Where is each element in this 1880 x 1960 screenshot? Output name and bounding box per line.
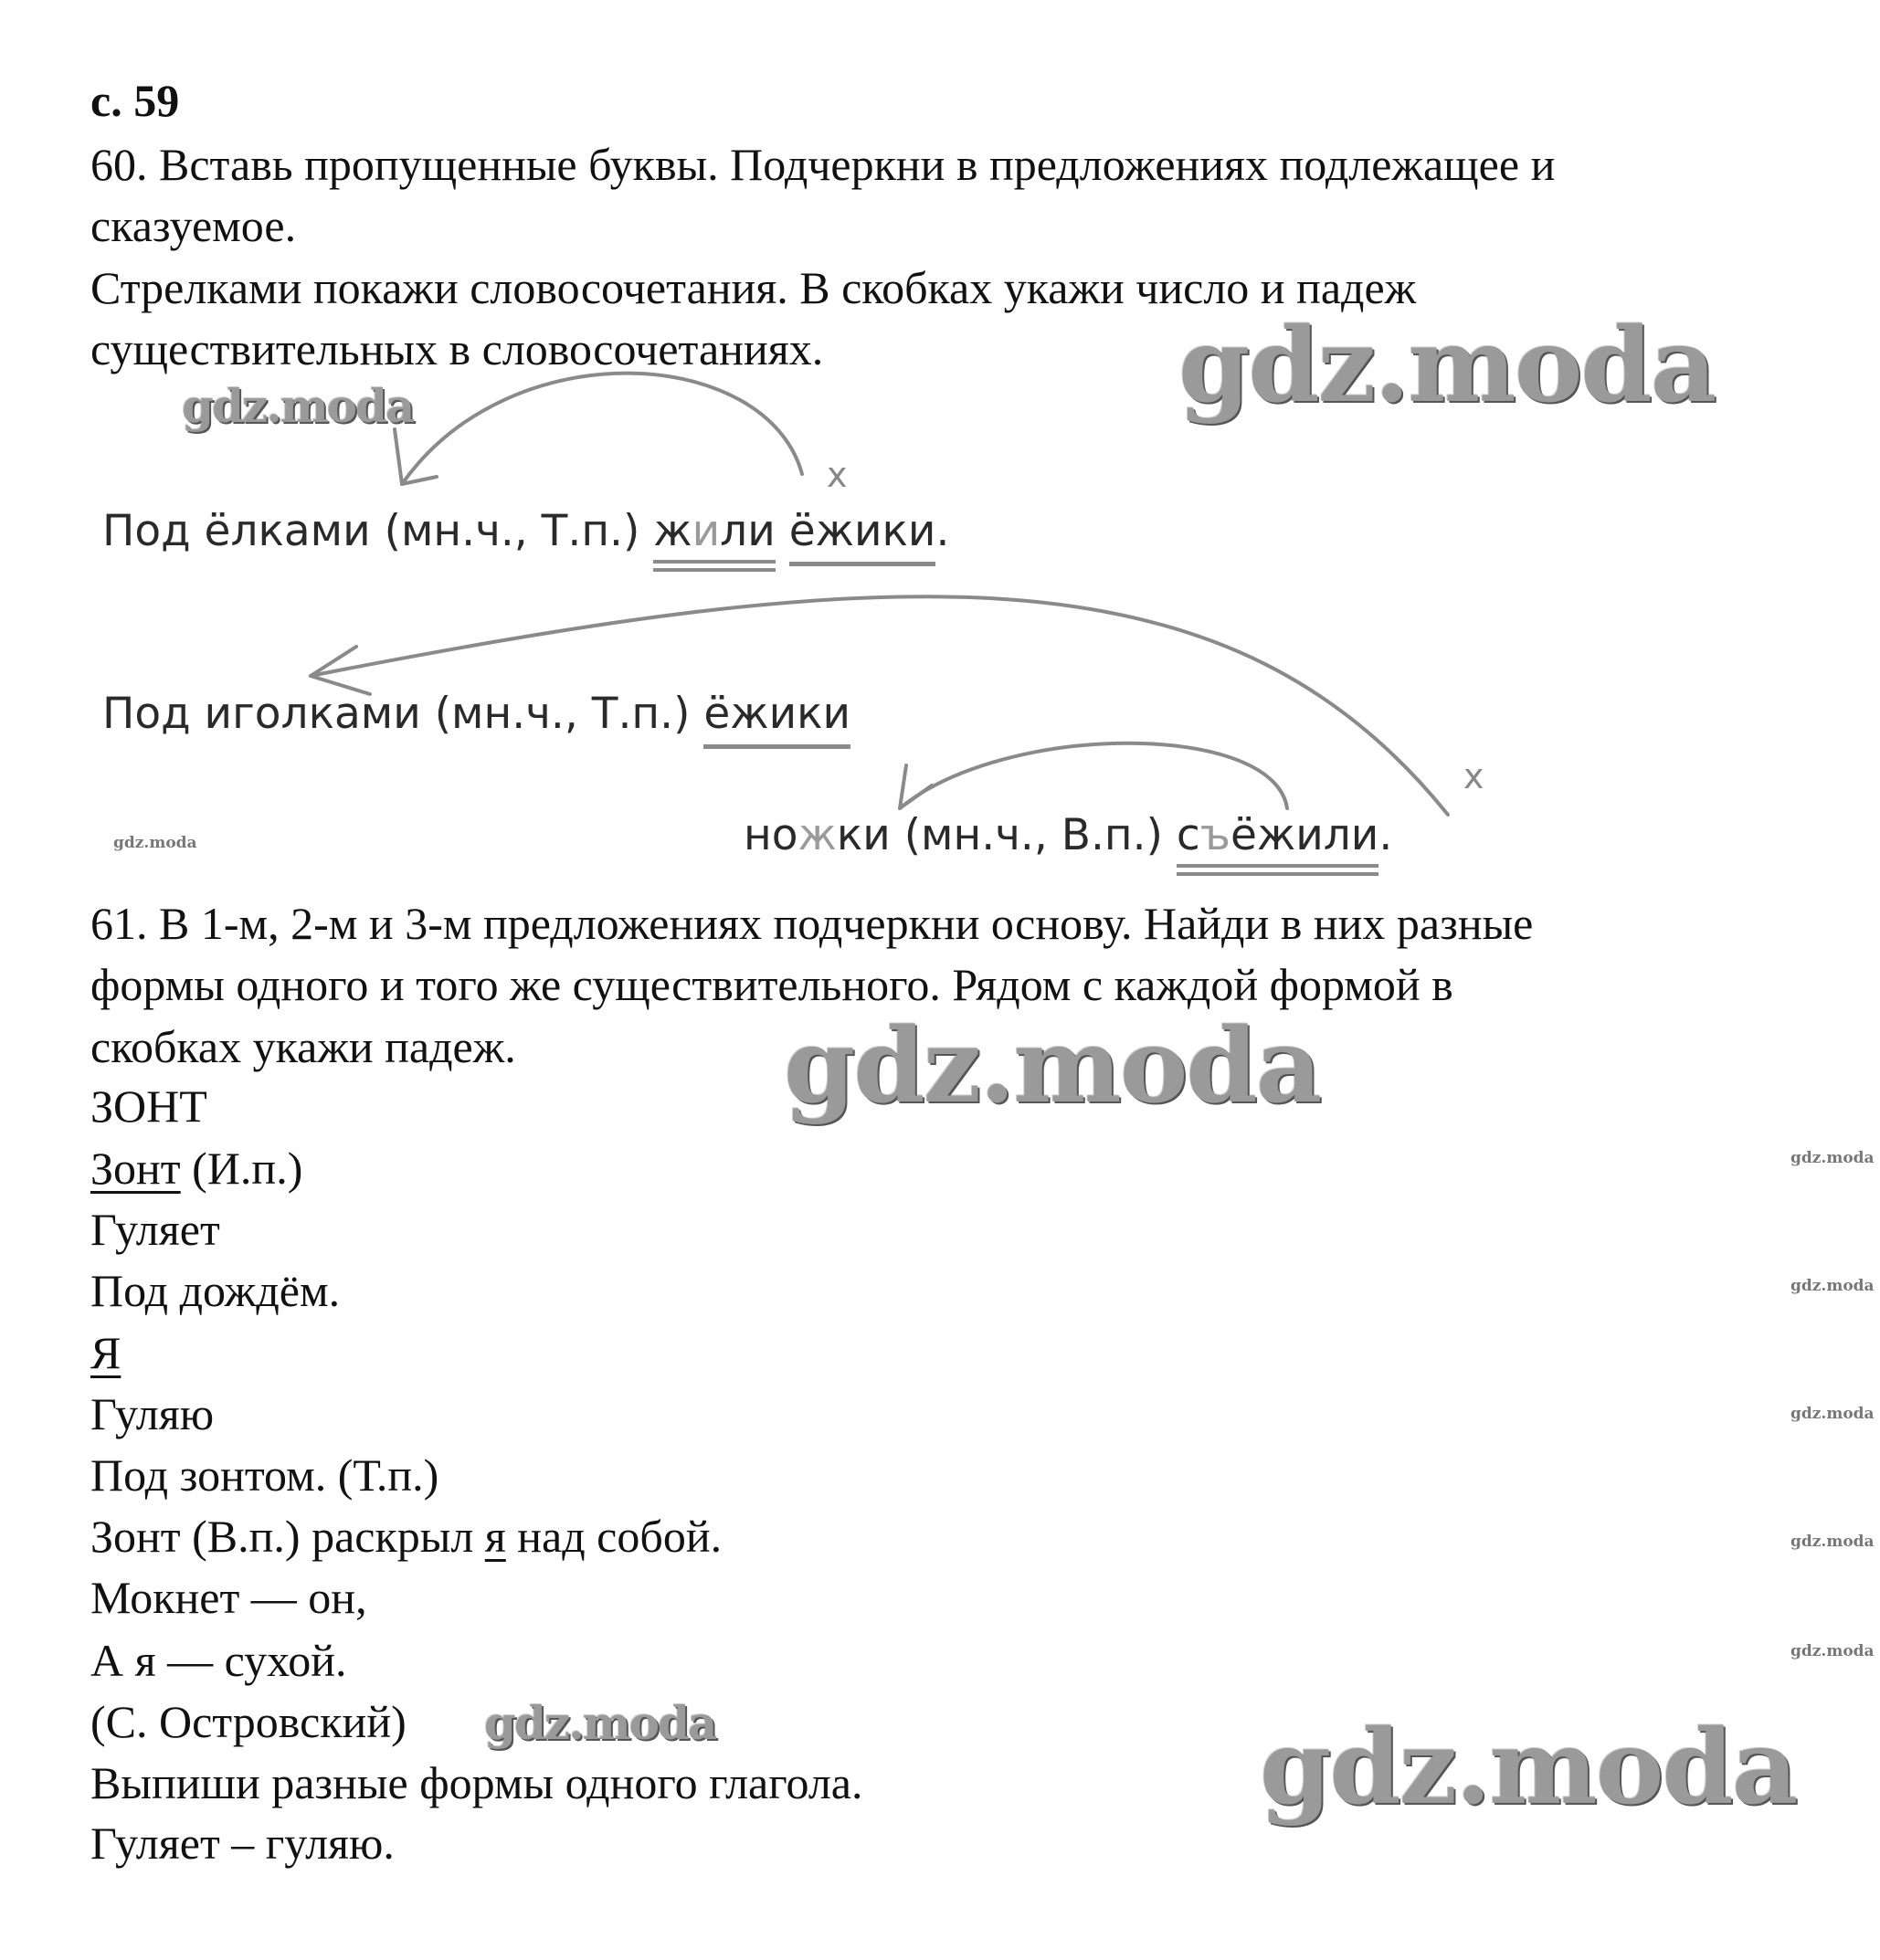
arrow-zhili-to-yolkami	[402, 374, 802, 484]
poem-line: Гуляет	[90, 1204, 220, 1255]
subject: я	[484, 1511, 506, 1562]
text: (И.п.)	[180, 1143, 303, 1194]
inserted-letter: ъ	[1199, 810, 1230, 860]
text: но	[744, 810, 798, 860]
subject: Зонт	[90, 1143, 181, 1194]
task60-line: Стрелками покажи словосочетания. В скобках укажи число и падеж	[90, 262, 1417, 313]
poem-line: А я — сухой.	[90, 1635, 347, 1686]
page-label: с. 59	[90, 75, 180, 126]
arrow-sezhili-to-nozhki	[900, 743, 1287, 808]
task60-line: существительных в словосочетаниях.	[90, 323, 824, 374]
poem-line: Мокнет — он,	[90, 1572, 367, 1623]
mark-x: x	[1463, 756, 1484, 796]
watermark-logo: gdz.moda	[1790, 1277, 1875, 1295]
poem-line: Под дождём.	[90, 1265, 341, 1316]
watermark-logo: gdz.moda	[1790, 1642, 1875, 1660]
text: Зонт (В.п.) раскрыл	[90, 1511, 485, 1562]
poem-line: Гуляю	[90, 1388, 215, 1439]
text: .	[935, 506, 950, 556]
text: ёжили	[1230, 810, 1379, 860]
task61-line: скобках укажи падеж.	[90, 1021, 516, 1072]
poem-line: Под зонтом. (Т.п.)	[90, 1449, 439, 1501]
sentence-text: Под иголками (мн.ч., Т.п.)	[102, 689, 704, 739]
watermark-logo: gdz.moda	[1178, 306, 1716, 426]
text: с	[1176, 810, 1200, 860]
predicate	[653, 506, 775, 572]
task60-line: 60. Вставь пропущенные буквы. Подчеркни в предложениях подлежащее и	[90, 139, 1556, 190]
task61-line: формы одного и того же существительного. Рядом с каждой формой в	[90, 959, 1453, 1010]
subject: ёжики	[703, 689, 850, 749]
sentence-text: Под ёлками (мн.ч., Т.п.)	[102, 506, 654, 556]
poem-line	[90, 1325, 121, 1380]
sentence-3	[744, 808, 1392, 863]
text: ки (мн.ч., В.п.)	[836, 810, 1177, 860]
inserted-letter: ж	[797, 810, 837, 860]
text: .	[1378, 810, 1393, 860]
watermark-logo: gdz.moda	[1790, 1149, 1875, 1167]
task61-line: 61. В 1-м, 2-м и 3-м предложениях подчеркни основу. Найди в них разные	[90, 898, 1534, 949]
poem-line	[90, 1509, 722, 1564]
poem-author: (С. Островский)	[90, 1696, 407, 1747]
question: Выпиши разные формы одного глагола.	[90, 1757, 863, 1808]
text	[776, 506, 789, 556]
watermark-logo: gdz.moda	[784, 1006, 1321, 1126]
watermark-logo: gdz.moda	[1790, 1405, 1875, 1423]
watermark-logo: gdz.moda	[182, 379, 414, 433]
subject: Я	[90, 1327, 121, 1378]
text: ли	[720, 506, 776, 556]
predicate	[1177, 810, 1378, 876]
arrow-head-1	[395, 429, 437, 484]
inserted-letter: и	[692, 506, 721, 556]
subject: ёжики	[789, 506, 936, 566]
text: ж	[653, 506, 692, 556]
watermark-logo: gdz.moda	[1790, 1533, 1875, 1551]
mark-x: x	[827, 455, 848, 495]
sentence-1	[102, 504, 949, 559]
arrow-head-3	[900, 765, 932, 808]
poem-title: ЗОНТ	[90, 1080, 207, 1132]
poem-line	[90, 1141, 302, 1196]
watermark-logo: gdz.moda	[113, 834, 197, 852]
sentence-2	[102, 687, 850, 742]
watermark-logo: gdz.moda	[484, 1696, 716, 1750]
answer: Гуляет – гуляю.	[90, 1818, 395, 1869]
task60-line: сказуемое.	[90, 200, 297, 251]
watermark-logo: gdz.moda	[1260, 1708, 1797, 1828]
text: над собой.	[505, 1511, 723, 1562]
